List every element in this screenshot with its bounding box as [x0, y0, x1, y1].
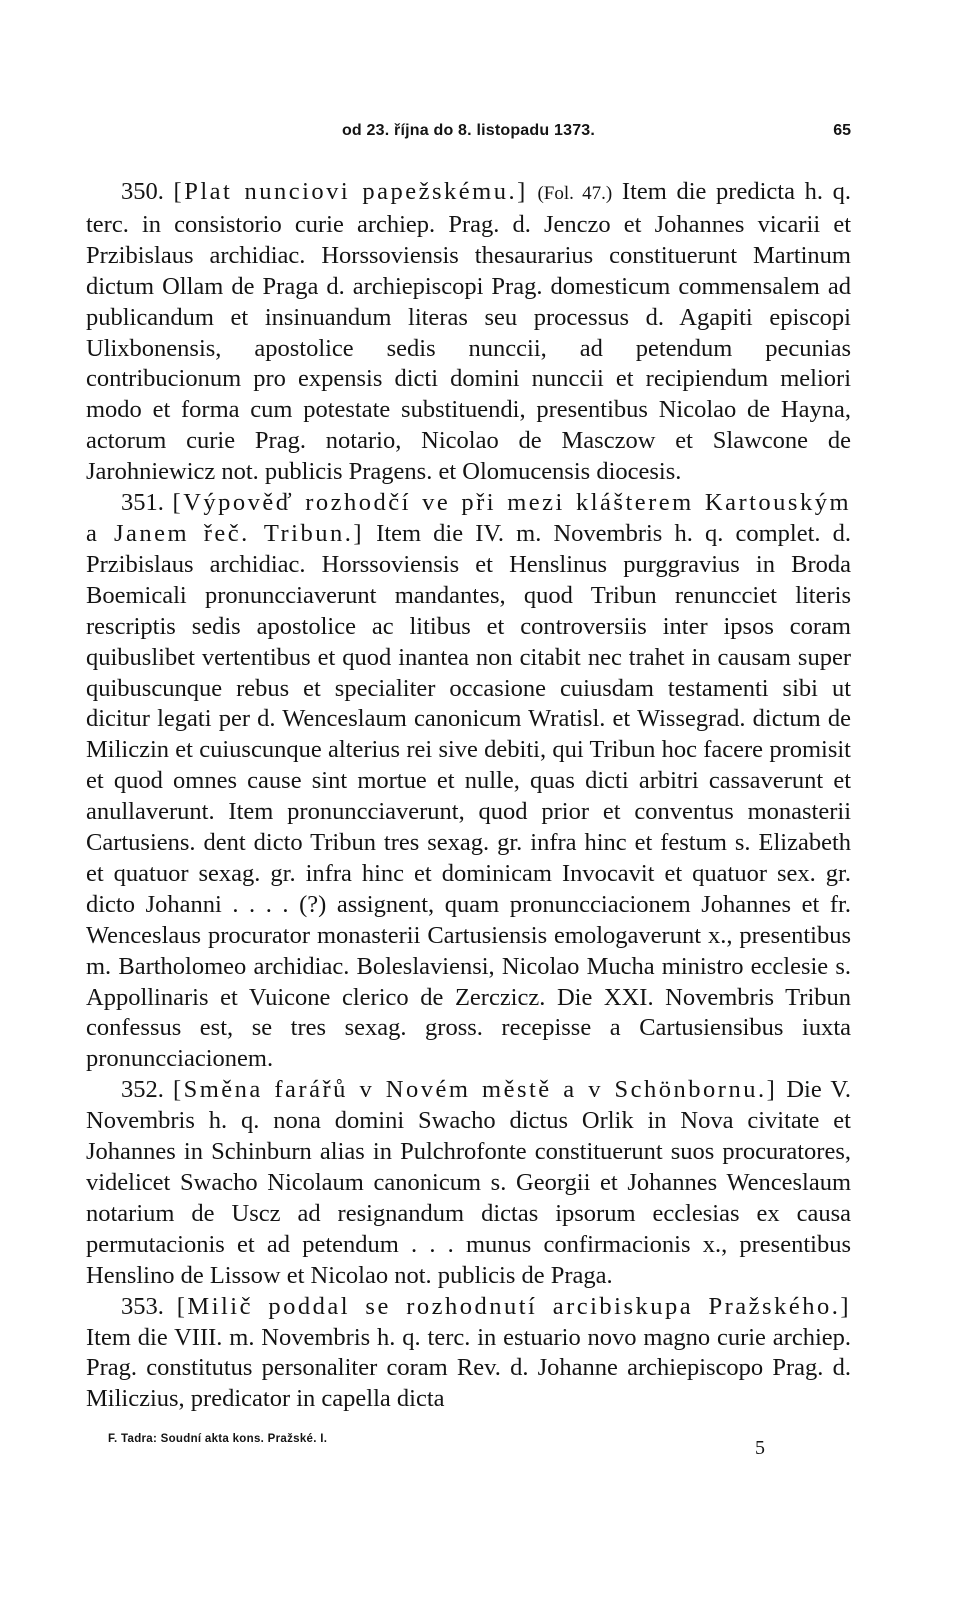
paragraph-number: 350. — [121, 178, 164, 205]
paragraph-number: 353. — [121, 1292, 164, 1320]
paragraph-text: Item die VIII. m. Novembris h. q. terc. in estuario novo magno curie archiep. Prag. constitutus personaliter coram Rev. d. Johanne archiepiscopo Prag. d. Miliczius, predicator in capella dicta — [86, 1323, 851, 1413]
page-header — [86, 122, 851, 146]
signature-mark: 5 — [755, 1437, 765, 1459]
paragraph-title: [Plat nunciovi papežskému.] — [173, 178, 528, 205]
page-footer — [86, 1431, 851, 1459]
page-body — [86, 177, 851, 1415]
running-head: od 23. října do 8. listopadu 1373. — [341, 122, 596, 139]
paragraph-title: [Směna farářů v Novém městě a v Schönbornu.] — [172, 1076, 778, 1104]
paragraph-text: Die V. Novembris h. q. nona domini Swacho dictus Orlik in Nova civitate et Johannes in Schinburn alias in Pulchrofonte constituerunt suos procuratores, videlicet Swacho Nicolaum canonicum s. Georgii et Johannes Wenceslaum notarium de Uscz ad resignandum dictas ipsorum ecclesias ex causa permutacionis et ad petendum . . . munus confirmacionis x., presentibus Henslino de Lissow et Nicolao not. publicis de Praga. — [86, 1076, 852, 1289]
paragraph-351 — [86, 488, 851, 1075]
paragraph-352 — [86, 1075, 851, 1291]
paragraph-353 — [86, 1292, 851, 1416]
page-number: 65 — [833, 122, 851, 139]
paragraph-title: [Milič poddal se rozhodnutí arcibiskupa Pražského.] — [176, 1292, 851, 1320]
paragraph-text: Item die IV. m. Novembris h. q. complet. d. Przibislaus archidiac. Horssoviensis et Henslinus purggravius in Broda Boemicali pronuncciaverunt mandantes, quod Tribun renuncciet literis rescriptis sedis apostolice ac litibus et controversiis inter ipsos coram quibuslibet vertentibus et quod inantea non citabit nec trahet in causam super quibuscunque rebus et specialiter occasione cuiusdam testamenti sibi ut dicitur legati per d. Wenceslaum canonicum Wratisl. et Wissegrad. dictum de Miliczin et cuiuscunque alterius rei sive debiti, qui Tribun hoc facere promisit et quod omnes cause sint mortue et nulle, quas dicti arbitri cassaverunt et anullaverunt. Item pronuncciaverunt, quod prior et conventus monasterii Cartusiens. dent dicto Tribun tres sexag. gr. infra hinc et festum s. Elizabeth et quatuor sexag. gr. infra hinc et dominicam Invocavit et quatuor sex. gr. dicto Johanni . . . . (?) assignent, quam pronuncciacionem Johannes et fr. Wenceslaus procurator monasterii Cartusiensis emologaverunt x., presentibus m. Bartholomeo archidiac. Boleslaviensi, Nicolao Mucha ministro ecclesie s. Appollinaris et Vuicone clerico de Zerczicz. Die XXI. Novembris Tribun confessus est, se tres sexag. gross. recepisse a Cartusiensibus iuxta pronuncciacionem. — [86, 519, 851, 1073]
paragraph-number: 351. — [121, 489, 164, 517]
folio-reference: (Fol. 47.) — [537, 183, 613, 204]
paragraph-text: Item die predicta h. q. terc. in consistorio curie archiep. Prag. d. Jenczo et Johannes vicarii et Przibislaus archidiac. Horssoviensis thesaurarius constituerunt Martinum dictum Ollam de Praga d. archiepiscopi Prag. domesticum commensalem ad publicandum et insinuandum literas seu processus d. Agapiti episcopi Ulixbonensis, apostolice sedis nunccii, ad petendum pecunias contribucionum pro expensis dicti domini nunccii et recipiendum meliori modo et forma cum potestate substituendi, presentibus Nicolao de Hayna, actorum curie Prag. notario, Nicolao de Masczow et Slawcone de Jarohniewicz not. publicis Pragens. et Olomucensis diocesis. — [86, 178, 852, 486]
paragraph-title: [Výpověď rozhodčí ve při mezi klášterem Kartouským a Janem řeč. Tribun.] — [86, 489, 852, 547]
footer-citation: F. Tadra: Soudní akta kons. Pražské. I. — [108, 1433, 328, 1445]
paragraph-number: 352. — [121, 1076, 164, 1104]
paragraph-350 — [86, 177, 851, 488]
